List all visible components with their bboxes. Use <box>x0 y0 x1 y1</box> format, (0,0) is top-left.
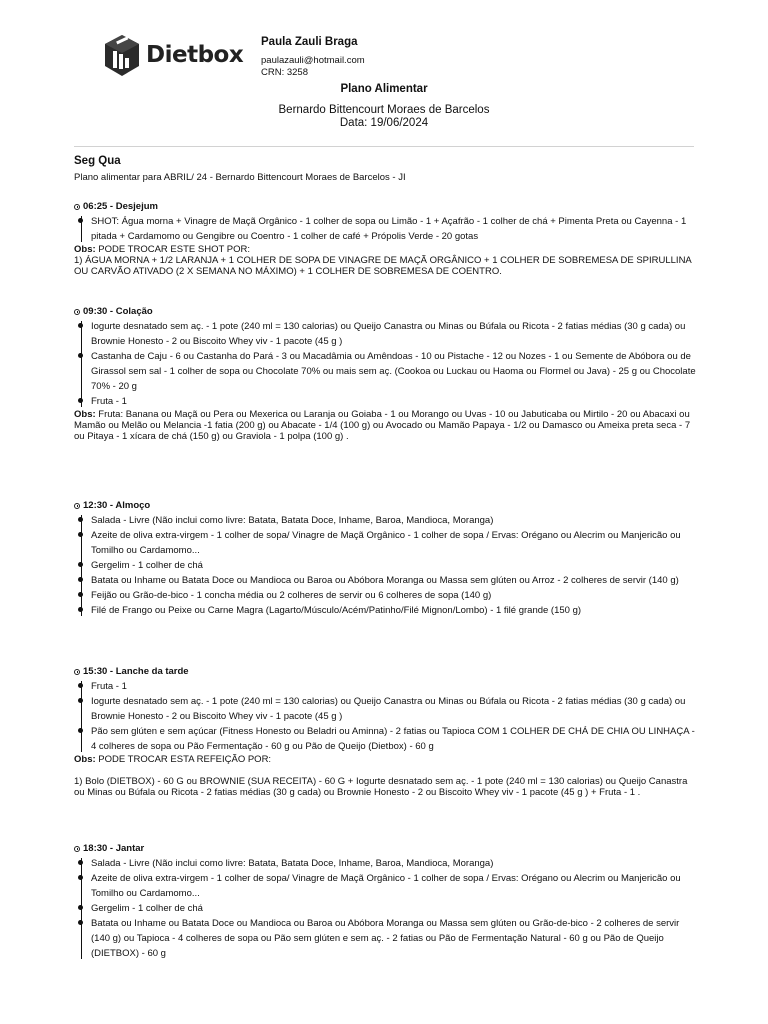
meal-item: Batata ou Inhame ou Batata Doce ou Mandioca ou Baroa ou Abóbora Moranga ou Massa sem glúten ou Grão-de-bico - 2 colheres de servir (140 g) ou Tapioca - 4 colheres de sopa ou Pão sem glúten e sem aç. - 2 fatias ou Pão de Fermentação Natural - 60 g ou Pão de Queijo (DIETBOX) - 60 g <box>91 916 696 961</box>
meal-item-list <box>74 214 696 244</box>
obs-body: 1) Bolo (DIETBOX) - 60 G ou BROWNIE (SUA RECEITA) - 60 G + Iogurte desnatado sem aç. - 1 pote (240 ml = 130 calorias) ou Queijo Canastra ou Minas ou Búfala ou Ricota - 2 fatias médias (30 g cada) ou Brownie Honesto - 2 ou Biscoito Whey viv - 1 pacote (45 g ) + Fruta - 1 . <box>74 776 688 798</box>
meal-time-title: 06:25 - Desjejum <box>83 201 158 212</box>
nutritionist-email: paulazauli@hotmail.com <box>261 55 365 66</box>
meal-item: Salada - Livre (Não inclui como livre: Batata, Batata Doce, Inhame, Baroa, Mandioca, Moranga) <box>91 856 696 871</box>
meal-item-list <box>74 319 696 409</box>
meal-item: Gergelim - 1 colher de chá <box>91 901 696 916</box>
plan-days: Seg Qua <box>74 155 121 167</box>
meal-item: Azeite de oliva extra-virgem - 1 colher de sopa/ Vinagre de Maçã Orgânico - 1 colher de sopa / Ervas: Orégano ou Alecrim ou Manjericão ou Tomilho ou Cardamomo... <box>91 871 696 901</box>
meal-time-title: 09:30 - Colação <box>83 306 153 317</box>
meal-item: Pão sem glúten e sem açúcar (Fitness Honesto ou Beladri ou Aminna) - 2 fatias ou Tapioca COM 1 COLHER DE CHÁ DE CHIA OU LINHAÇA - 4 colheres de sopa ou Pão Fermentação - 60 g ou Pão de Queijo (Dietbox) - 60 g <box>91 726 695 752</box>
obs-text: Fruta: Banana ou Maçã ou Pera ou Mexerica ou Laranja ou Goiaba - 1 ou Morango ou Uvas - 10 ou Jabuticaba ou Mirtilo - 20 ou Abacaxi ou Mamão ou Melão ou Melancia -1 fatia (200 g) ou Abacate - 1/4 (100 g) ou Avocado ou Mamão Papaya - 1/2 ou Damasco ou Ameixa preta seca - 7 ou Pitaya - 1 xícara de chá (150 g) ou Graviola - 1 polpa (100 g) . <box>74 409 691 442</box>
meal-item-list <box>74 513 696 618</box>
obs-body: 1) ÁGUA MORNA + 1/2 LARANJA + 1 COLHER DE SOPA DE VINAGRE DE MAÇÃ ORGÂNICO + 1 COLHER DE SOBREMESA DE SPIRULLINA OU CARVÃO ATIVADO (2 X SEMANA NO MÁXIMO) + 1 COLHER DE SOBREMESA DE COENTRO. <box>74 255 692 277</box>
meal-header <box>74 200 696 214</box>
meal-item: Iogurte desnatado sem aç. - 1 pote (240 ml = 130 calorias) ou Queijo Canastra ou Minas ou Búfala ou Ricota - 2 fatias médias (30 g cada) ou Brownie Honesto - 2 ou Biscoito Whey viv - 1 pacote (45 g ) <box>91 694 696 724</box>
clock-icon <box>74 846 80 852</box>
dietbox-logo <box>102 33 244 79</box>
meal-colacao <box>74 305 696 442</box>
nutritionist-crn: CRN: 3258 <box>261 67 308 78</box>
meal-item: Batata ou Inhame ou Batata Doce ou Mandioca ou Baroa ou Abóbora Moranga ou Massa sem glúten ou Arroz - 2 colheres de servir (140 g) <box>91 573 696 588</box>
meal-item: Fruta - 1 <box>91 394 696 409</box>
patient-name: Bernardo Bittencourt Moraes de Barcelos <box>278 104 490 116</box>
meal-header <box>74 305 696 319</box>
clock-icon <box>74 503 80 509</box>
obs-label: Obs: <box>74 244 96 255</box>
meal-item-list <box>74 679 696 754</box>
header-divider <box>74 146 694 147</box>
meal-item: Gergelim - 1 colher de chá <box>91 558 696 573</box>
meal-item: Salada - Livre (Não inclui como livre: Batata, Batata Doce, Inhame, Baroa, Mandioca, Moranga) <box>91 513 696 528</box>
obs-text: PODE TROCAR ESTE SHOT POR: <box>98 244 250 255</box>
nutritionist-info <box>261 35 365 79</box>
meal-item: Feijão ou Grão-de-bico - 1 concha média ou 2 colheres de servir ou 6 colheres de sopa (140 g) <box>91 588 696 603</box>
dietbox-box-icon <box>102 33 142 79</box>
document-date: Data: 19/06/2024 <box>339 117 429 129</box>
meal-lanche-da-tarde <box>74 665 696 798</box>
meal-item: Azeite de oliva extra-virgem - 1 colher de sopa/ Vinagre de Maçã Orgânico - 1 colher de sopa / Ervas: Orégano ou Alecrim ou Manjericão ou Tomilho ou Cardamomo... <box>91 528 696 558</box>
meal-header <box>74 665 696 679</box>
meal-header <box>74 842 696 856</box>
meal-item: Iogurte desnatado sem aç. - 1 pote (240 ml = 130 calorias) ou Queijo Canastra ou Minas ou Búfala ou Ricota - 2 fatias médias (30 g cada) ou Brownie Honesto - 2 ou Biscoito Whey viv - 1 pacote (45 g ) <box>91 319 696 349</box>
plan-description: Plano alimentar para ABRIL/ 24 - Bernardo Bittencourt Moraes de Barcelos - JI <box>74 172 406 183</box>
obs-label: Obs: <box>74 754 96 765</box>
meal-item: Castanha de Caju - 6 ou Castanha do Pará - 3 ou Macadâmia ou Amêndoas - 10 ou Pistache - 12 ou Nozes - 1 ou Semente de Abóbora ou de Girassol sem sal - 1 colher de sopa ou Chocolate 70% ou mais sem aç. (Cookoa ou Luckau ou Haoma ou Flormel ou Java) - 25 g ou Chocolate 70% - 20 g <box>91 351 696 392</box>
meal-observation <box>74 754 696 765</box>
document-title: Plano Alimentar <box>340 83 428 95</box>
meal-item: SHOT: Água morna + Vinagre de Maçã Orgânico - 1 colher de sopa ou Limão - 1 + Açafrão - 1 colher de chá + Pimenta Preta ou Cayenna - 1 pitada + Cardamomo ou Gengibre ou Coentro - 1 colher de café + Própolis Verde - 20 gotas <box>91 214 696 244</box>
meal-item: Filé de Frango ou Peixe ou Carne Magra (Lagarto/Músculo/Acém/Patinho/Filé Mignon/Lombo) - 1 filé grande (150 g) <box>91 603 696 618</box>
nutritionist-name: Paula Zauli Braga <box>261 36 358 48</box>
meal-time-title: 18:30 - Jantar <box>83 843 145 854</box>
meal-item-list <box>74 856 696 961</box>
meal-time-title: 15:30 - Lanche da tarde <box>83 666 189 677</box>
obs-text: PODE TROCAR ESTA REFEIÇÃO POR: <box>98 754 272 765</box>
meal-item: Fruta - 1 <box>91 679 696 694</box>
meal-time-title: 12:30 - Almoço <box>83 500 151 511</box>
clock-icon <box>74 309 80 315</box>
clock-icon <box>74 204 80 210</box>
meal-header <box>74 499 696 513</box>
meal-almoco <box>74 499 696 618</box>
clock-icon <box>74 669 80 675</box>
obs-label: Obs: <box>74 409 96 420</box>
meal-observation <box>74 409 696 442</box>
logo-text: Dietbox <box>146 42 244 68</box>
meal-observation <box>74 244 696 255</box>
meal-jantar <box>74 842 696 961</box>
meal-desjejum <box>74 200 696 277</box>
